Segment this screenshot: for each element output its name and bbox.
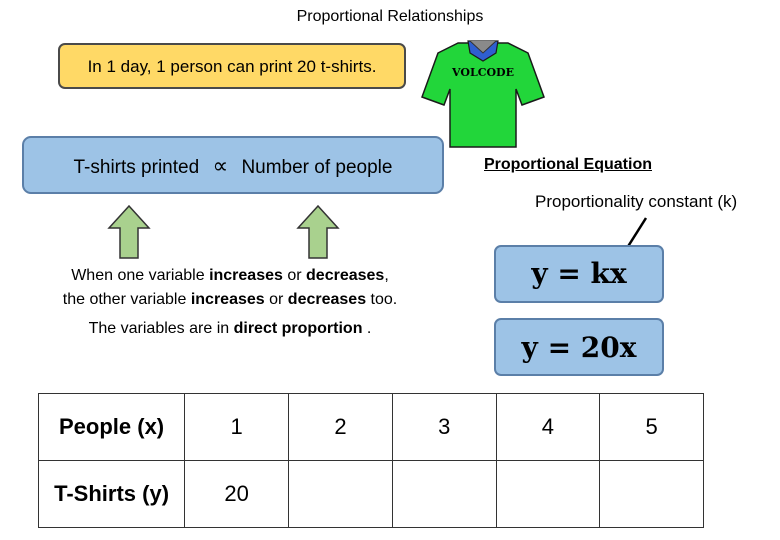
proportionality-constant-label: Proportionality constant (k) <box>535 192 738 211</box>
statement-line-2: the other variable increases or decreases too. <box>62 291 398 308</box>
number-of-people-label: Number of people <box>241 157 393 178</box>
statement-line-1: When one variable increases or decreases, <box>71 267 389 284</box>
people-cell: 3 <box>392 394 496 461</box>
tshirts-cell <box>600 461 704 528</box>
tshirts-cell <box>392 461 496 528</box>
conclusion-text: The variables are in direct proportion . <box>88 320 372 337</box>
table-row-tshirts <box>39 461 704 528</box>
proportional-symbol: ∝ <box>212 153 229 178</box>
row-label-people: People (x) <box>39 394 185 461</box>
people-cell: 1 <box>185 394 289 461</box>
svg-text:VOLCODE: VOLCODE <box>452 66 514 79</box>
general-equation-box: y = kx <box>494 245 664 303</box>
tshirts-cell <box>496 461 600 528</box>
specific-equation-box: y = 20x <box>494 318 664 376</box>
tshirt-icon <box>418 35 548 150</box>
people-cell: 5 <box>600 394 704 461</box>
up-arrow-left-icon <box>107 204 151 260</box>
fact-box: In 1 day, 1 person can print 20 t-shirts. <box>58 43 406 89</box>
table-row-people <box>39 394 704 461</box>
page-title: Proportional Relationships <box>296 8 484 25</box>
tshirts-cell: 20 <box>185 461 289 528</box>
row-label-tshirts: T-Shirts (y) <box>39 461 185 528</box>
t-shirts-printed-label: T-shirts printed <box>73 157 200 178</box>
proportionality-statement-box <box>22 136 444 194</box>
tshirts-cell <box>289 461 393 528</box>
data-table <box>38 393 704 528</box>
proportional-equation-heading: Proportional Equation <box>484 156 652 173</box>
people-cell: 2 <box>289 394 393 461</box>
people-cell: 4 <box>496 394 600 461</box>
up-arrow-right-icon <box>296 204 340 260</box>
relationship-statement <box>20 264 440 312</box>
